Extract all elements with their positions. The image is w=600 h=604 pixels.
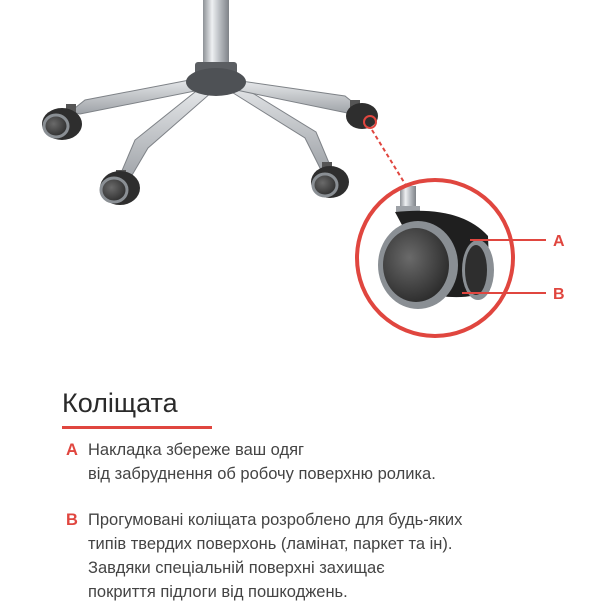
caster-zoom-inset bbox=[357, 180, 513, 336]
feature-letter-a: A bbox=[66, 441, 78, 459]
caster-front-left bbox=[100, 170, 140, 205]
feature-letter-b: B bbox=[66, 511, 78, 529]
feature-text-a: Накладка збереже ваш одяг від забруднення об робочу поверхню ролика. bbox=[88, 441, 436, 483]
section-title: Коліщата bbox=[62, 388, 178, 418]
title-underline bbox=[62, 426, 212, 429]
caster-left bbox=[42, 104, 82, 140]
feature-text-b: Прогумовані коліщата розроблено для будь-яких типів твердих поверхонь (ламінат, паркет та ін). Завдяки спеціальній поверхні захищає покриття підлоги від пошкоджень. bbox=[88, 511, 463, 601]
caster-front-right bbox=[311, 162, 349, 198]
gas-lift-column bbox=[203, 0, 229, 66]
caster-right bbox=[346, 100, 378, 129]
callout-label-b: B bbox=[553, 286, 565, 303]
callout-label-a: A bbox=[553, 233, 565, 250]
base-hub bbox=[186, 68, 246, 96]
zoom-connector bbox=[372, 130, 410, 192]
